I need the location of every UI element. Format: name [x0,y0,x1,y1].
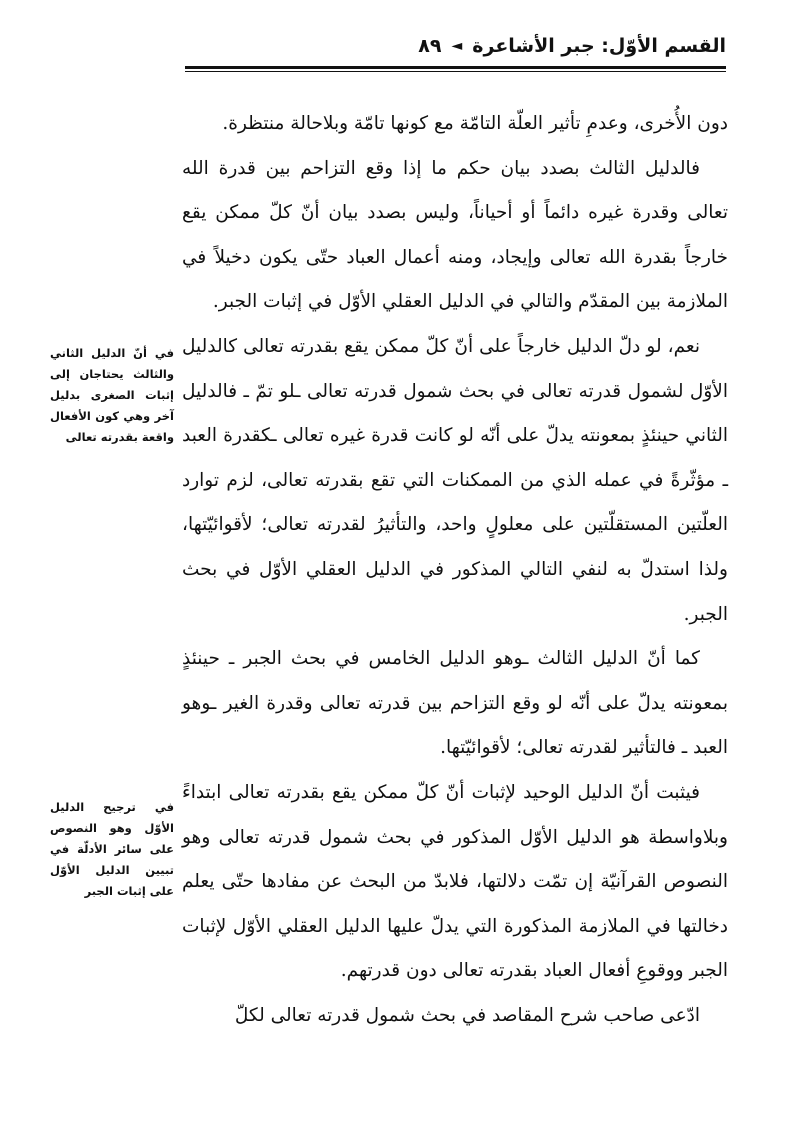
arrow-left-icon: ◄ [451,38,463,54]
paragraph: كما أنّ الدليل الثالث ـوهو الدليل الخامس في بحث الجبر ـ حينئذٍ بمعونته يدلّ على أنّه لو وقع التزاحم بين قدرته تعالى وقدرة الغير ـوهو العبد ـ فالتأثير لقدرته تعالى؛ لأقوائيّتها. [182,648,728,759]
paragraph: فيثبت أنّ الدليل الوحيد لإثبات أنّ كلّ ممكن يقع بقدرته تعالى ابتداءً وبلاواسطة هو الدليل الأوّل المذكور في بحث شمول قدرته تعالى وهو النصوص القرآنيّة إن تمّت دلالتها، فلابدّ من البحث عن مفادها حتّى يعلم دخالتها في الملازمة المذكورة التي يدلّ عليها الدليل العقلي الأوّل لإثبات الجبر ووقوعِ أفعال العباد بقدرته تعالى دون قدرتهم. [182,781,728,982]
page-number: ٨٩ [418,35,442,57]
paragraph: ادّعى صاحب شرح المقاصد في بحث شمول قدرته تعالى لكلّ [234,1004,700,1026]
margin-note: في أنّ الدليل الثاني والثالث يحتاجان إلى إثبات الصغرى بدليل آخر وهي كون الأفعال واقعة بقدرته تعالى [50,346,174,444]
running-header [170,30,726,62]
margin-note: في ترجيح الدليل الأوّل وهو النصوص على سائر الأدلّة في تبيين الدليل الأوّل على إثبات الجبر [50,800,174,898]
paragraph: نعم، لو دلّ الدليل خارجاً على أنّ كلّ ممكن يقع بقدرته تعالى كالدليل الأوّل لشمول قدرته تعالى في بحث شمول قدرته تعالى ـلو تمّ ـ فالدليل الثاني حينئذٍ بمعونته يدلّ على أنّه لو كانت قدرة غيره تعالى ـكقدرة العبد ـ مؤثّرةً في عمله الذي من الممكنات التي تقع بقدرته تعالى، لزم توارد العلّتين المستقلّتين على معلولٍ واحد، والتأثيرُ لقدرته تعالى؛ لأقوائيّتها، ولذا استدلّ به لنفي التالي المذكور في الدليل العقلي الأوّل في بحث الجبر. [182,335,728,625]
header-rule-thick [185,66,726,69]
paragraph: دون الأُخرى، وعدمِ تأثير العلّة التامّة مع كونها تامّة وبلاحالة منتظرة. [222,113,728,134]
main-text [182,102,728,1038]
section-title: القسم الأوّل: جبر الأشاعرة [472,35,726,57]
header-rule-thin [185,71,726,72]
paragraph: فالدليل الثالث بصدد بيان حكم ما إذا وقع التزاحم بين قدرة الله تعالى وقدرة غيره دائماً أو أحياناً، وليس بصدد بيان أنّ كلّ ممكن يقع خارجاً بقدرة الله تعالى وإيجاد، ومنه أعمال العباد حتّى يكون دخيلاً في الملازمة بين المقدّم والتالي في الدليل العقلي الأوّل في إثبات الجبر. [182,157,728,313]
